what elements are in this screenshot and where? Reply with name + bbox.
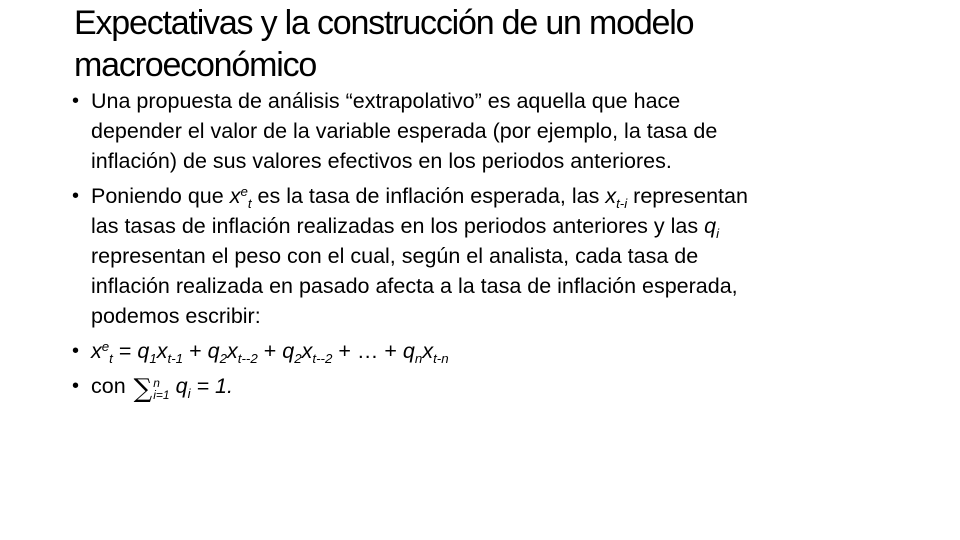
sum-lower-limit: i=1 <box>153 388 170 402</box>
bullet-dot-icon: • <box>72 375 80 397</box>
formula-q: q <box>402 339 415 363</box>
text-run: Poniendo que <box>91 184 230 208</box>
bullet-item-1 <box>72 86 872 176</box>
sub-i: i <box>716 225 720 241</box>
formula-sup-e: e <box>101 338 110 354</box>
formula-x: x <box>91 339 102 363</box>
formula-sub-t: t <box>109 350 113 366</box>
formula-sub: t--2 <box>312 350 333 366</box>
bullet-2-line-4: inflación realizada en pasado afecta a la tasa de inflación esperada, <box>91 274 738 298</box>
bullet-dot-icon: • <box>72 340 80 362</box>
slide-title <box>74 2 914 86</box>
title-line-2: macroeconómico <box>74 46 317 84</box>
var-q: q <box>704 214 717 238</box>
sum-line <box>91 371 872 402</box>
formula-sub: n <box>414 350 423 366</box>
formula-q: q <box>282 339 295 363</box>
formula-x: x <box>301 339 313 363</box>
con-word: con <box>91 374 126 398</box>
var-x: x <box>229 184 241 208</box>
title-line-1: Expectativas y la construcción de un modelo <box>74 4 694 42</box>
formula-ellipsis: + … + <box>332 339 403 363</box>
text-run: las tasas de inflación realizadas en los periodos anteriores y las <box>91 214 705 238</box>
formula-equals: = <box>112 339 138 363</box>
formula-x: x <box>422 339 434 363</box>
formula-x: x <box>156 339 168 363</box>
sigma-icon: ∑ <box>133 374 153 404</box>
summation <box>134 376 170 402</box>
bullet-list <box>72 86 872 407</box>
sum-sub-i: i <box>187 385 191 401</box>
bullet-2-line-1 <box>91 181 872 211</box>
bullet-2-line-5: podemos escribir: <box>91 304 261 328</box>
sum-q: q <box>175 374 188 398</box>
bullet-2-line-2 <box>91 211 872 241</box>
sum-limits <box>153 377 169 401</box>
formula-plus: + <box>257 339 283 363</box>
formula-line <box>91 336 872 366</box>
formula-sub: t--2 <box>237 350 258 366</box>
sup-e: e <box>240 183 248 199</box>
sum-upper-limit: n <box>153 376 160 390</box>
formula-plus: + <box>183 339 208 363</box>
bullet-1-line-3: inflación) de sus valores efectivos en los periodos anteriores. <box>91 149 672 173</box>
formula-q: q <box>137 339 150 363</box>
formula-sub: t-1 <box>167 350 184 366</box>
bullet-dot-icon: • <box>72 185 80 207</box>
formula-x: x <box>227 339 238 363</box>
bullet-1-line-1: Una propuesta de análisis “extrapolativo” es aquella que hace <box>91 89 681 113</box>
text-run: representan <box>627 184 748 208</box>
text-run: es la tasa de inflación esperada, las <box>251 184 606 208</box>
bullet-item-3-formula <box>72 336 872 366</box>
sum-equals-one: = 1. <box>190 374 233 398</box>
formula-sub: t-n <box>433 350 449 366</box>
sub-t-i: t-i <box>616 195 628 211</box>
sub-t: t <box>247 195 252 211</box>
formula-q: q <box>207 339 220 363</box>
formula-sub: 2 <box>294 350 302 366</box>
bullet-item-2 <box>72 181 872 331</box>
bullet-dot-icon: • <box>72 90 80 112</box>
bullet-1-line-2: depender el valor de la variable esperada (por ejemplo, la tasa de <box>91 119 718 143</box>
var-x: x <box>605 184 617 208</box>
formula-sub: 2 <box>219 350 227 366</box>
bullet-2-line-3: representan el peso con el cual, según el analista, cada tasa de <box>91 244 699 268</box>
bullet-item-4-sum <box>72 371 872 402</box>
formula-sub: 1 <box>149 350 157 366</box>
